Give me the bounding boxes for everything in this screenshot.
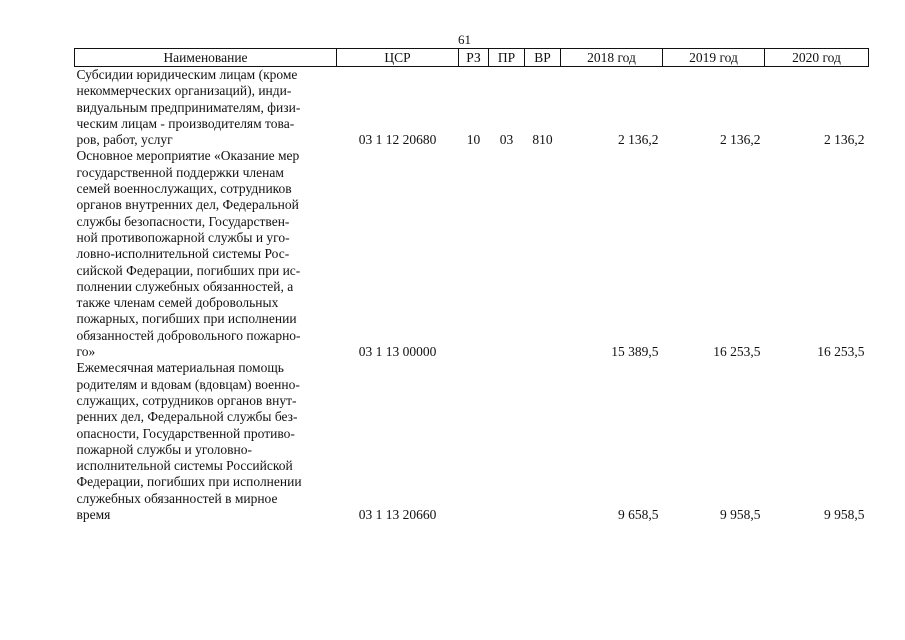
row-name-line: пожарной службы и уголовно- bbox=[76, 441, 252, 457]
row-name-line: пожарных, погибших при исполнении bbox=[76, 311, 297, 327]
row-pr bbox=[489, 360, 525, 523]
row-name-line: Федерации, погибших при исполнении bbox=[76, 474, 302, 490]
row-name-line: родителям и вдовам (вдовцам) военно- bbox=[76, 376, 300, 392]
header-csr: ЦСР bbox=[337, 49, 459, 67]
table-row bbox=[75, 67, 869, 149]
table-header-row bbox=[75, 49, 869, 67]
row-name-line: видуальным предпринимателям, физи- bbox=[76, 99, 301, 115]
row-name-line: государственной поддержки членам bbox=[76, 164, 284, 180]
row-name-line: служащих, сотрудников органов внут- bbox=[76, 392, 297, 408]
row-csr: 03 1 13 20660 bbox=[358, 507, 437, 523]
row-2019: 2 136,2 bbox=[720, 132, 761, 148]
row-name-line: семей военнослужащих, сотрудников bbox=[76, 181, 292, 197]
row-name-line: ческим лицам - производителям това- bbox=[76, 115, 295, 131]
row-2018: 15 389,5 bbox=[611, 344, 659, 360]
row-csr: 03 1 12 20680 bbox=[358, 132, 437, 148]
row-name bbox=[75, 148, 337, 360]
header-pr: ПР bbox=[489, 49, 525, 67]
row-name-line: ловно-исполнительной системы Рос- bbox=[76, 246, 290, 262]
row-csr: 03 1 13 00000 bbox=[358, 344, 437, 360]
row-rz bbox=[459, 148, 489, 360]
row-name-line: служебных обязанностей в мирное bbox=[76, 490, 278, 506]
header-2018: 2018 год bbox=[561, 49, 663, 67]
row-name bbox=[75, 360, 337, 523]
row-name-line: ренних дел, Федеральной службы без- bbox=[76, 409, 298, 425]
header-2020: 2020 год bbox=[765, 49, 869, 67]
row-name-line: ров, работ, услуг bbox=[76, 132, 173, 148]
row-name-line: Основное мероприятие «Оказание мер bbox=[76, 148, 300, 164]
row-2018: 2 136,2 bbox=[618, 132, 659, 148]
row-rz: 10 bbox=[466, 132, 481, 148]
row-pr: 03 bbox=[499, 132, 514, 148]
row-vr: 810 bbox=[532, 132, 553, 148]
row-name-line: службы безопасности, Государствен- bbox=[76, 213, 290, 229]
row-2020: 16 253,5 bbox=[817, 344, 865, 360]
row-name-line: опасности, Государственной противо- bbox=[76, 425, 295, 441]
row-rz bbox=[459, 360, 489, 523]
row-name-line: полнении служебных обязанностей, а bbox=[76, 278, 294, 294]
row-pr bbox=[489, 148, 525, 360]
row-name-line: Субсидии юридическим лицам (кроме bbox=[76, 67, 298, 82]
row-name-line: исполнительной системы Российской bbox=[76, 458, 293, 474]
header-rz: РЗ bbox=[459, 49, 489, 67]
row-name-line: обязанностей добровольного пожарно- bbox=[76, 327, 301, 343]
row-vr bbox=[525, 148, 561, 360]
row-name bbox=[75, 67, 337, 149]
table-row bbox=[75, 148, 869, 360]
row-2019: 9 958,5 bbox=[720, 507, 761, 523]
row-name-line: ной противопожарной службы и уго- bbox=[76, 229, 290, 245]
row-name-line: органов внутренних дел, Федеральной bbox=[76, 197, 299, 213]
row-name-line: го» bbox=[76, 344, 96, 360]
row-2020: 2 136,2 bbox=[824, 132, 865, 148]
page-number: 61 bbox=[458, 32, 471, 47]
budget-table bbox=[74, 48, 869, 523]
table-row bbox=[75, 360, 869, 523]
header-name: Наименование bbox=[75, 49, 337, 67]
row-vr bbox=[525, 360, 561, 523]
row-2019: 16 253,5 bbox=[713, 344, 761, 360]
header-2019: 2019 год bbox=[663, 49, 765, 67]
row-name-line: время bbox=[76, 507, 111, 523]
row-name-line: сийской Федерации, погибших при ис- bbox=[76, 262, 301, 278]
header-vr: ВР bbox=[525, 49, 561, 67]
row-name-line: также членам семей добровольных bbox=[76, 295, 279, 311]
row-2020: 9 958,5 bbox=[824, 507, 865, 523]
row-name-line: Ежемесячная материальная помощь bbox=[76, 360, 284, 376]
row-2018: 9 658,5 bbox=[618, 507, 659, 523]
row-name-line: некоммерческих организаций), инди- bbox=[76, 83, 292, 99]
